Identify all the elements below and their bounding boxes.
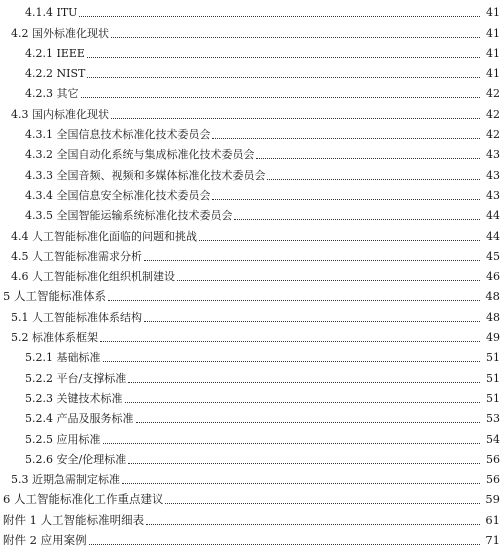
toc-entry-page-number: 51: [486, 391, 500, 405]
toc-dot-leader: [128, 463, 480, 464]
toc-entry-page-number: 43: [486, 148, 500, 162]
toc-entry-page-number: 54: [486, 432, 500, 446]
toc-dot-leader: [87, 57, 480, 58]
toc-dot-leader: [212, 138, 480, 139]
toc-entry-label: 附件 1 人工智能标准明细表: [3, 512, 145, 527]
toc-entry-page-number: 46: [486, 270, 500, 284]
toc-dot-leader: [234, 219, 480, 220]
toc-entry-page-number: 42: [486, 87, 500, 101]
toc-entry-label: 4.2.3 其它: [25, 87, 79, 101]
toc-entry-label: 4.4 人工智能标准化面临的问题和挑战: [11, 229, 197, 243]
toc-dot-leader: [108, 300, 480, 301]
toc-entry[interactable]: [0, 449, 502, 469]
toc-dot-leader: [79, 16, 480, 17]
toc-dot-leader: [136, 422, 481, 423]
toc-entry-page-number: 44: [486, 209, 500, 223]
toc-dot-leader: [146, 524, 480, 525]
toc-dot-leader: [111, 37, 480, 38]
toc-dot-leader: [103, 443, 481, 444]
toc-entry[interactable]: [0, 43, 502, 63]
toc-entry[interactable]: [0, 266, 502, 286]
toc-entry[interactable]: [0, 83, 502, 103]
toc-entry[interactable]: [0, 347, 502, 367]
toc-dot-leader: [128, 382, 480, 383]
toc-entry-label: 5.2.2 平台/支撑标准: [25, 371, 127, 385]
toc-entry-page-number: 43: [486, 168, 500, 182]
toc-dot-leader: [165, 503, 480, 504]
toc-entry[interactable]: [0, 388, 502, 408]
toc-entry[interactable]: [0, 306, 502, 326]
toc-entry-label: 6 人工智能标准化工作重点建议: [3, 492, 164, 507]
toc-entry[interactable]: [0, 327, 502, 347]
toc-entry-label: 附件 2 应用案例: [3, 533, 87, 548]
toc-entry-page-number: 49: [486, 331, 500, 345]
toc-entry[interactable]: [0, 530, 502, 550]
toc-entry-page-number: 56: [486, 473, 500, 487]
toc-entry-page-number: 41: [486, 46, 500, 60]
toc-entry-page-number: 44: [486, 229, 500, 243]
toc-entry-label: 4.5 人工智能标准需求分析: [11, 249, 142, 263]
toc-entry[interactable]: [0, 103, 502, 123]
toc-dot-leader: [212, 199, 480, 200]
toc-entry-page-number: 48: [485, 289, 500, 304]
toc-entry-page-number: 51: [486, 371, 500, 385]
toc-dot-leader: [111, 118, 480, 119]
toc-entry-label: 4.2.1 IEEE: [25, 46, 85, 60]
toc-entry[interactable]: [0, 205, 502, 225]
toc-entry-label: 5.3 近期急需制定标准: [11, 473, 120, 487]
toc-dot-leader: [87, 77, 480, 78]
toc-entry-label: 5 人工智能标准体系: [3, 289, 106, 304]
toc-entry[interactable]: [0, 246, 502, 266]
toc-dot-leader: [103, 361, 481, 362]
toc-entry[interactable]: [0, 63, 502, 83]
toc-dot-leader: [144, 321, 480, 322]
toc-entry-page-number: 41: [486, 26, 500, 40]
toc-entry[interactable]: [0, 185, 502, 205]
toc-entry-page-number: 42: [486, 128, 500, 142]
toc-entry-page-number: 61: [485, 512, 500, 527]
toc-entry-page-number: 42: [486, 107, 500, 121]
toc-entry-page-number: 71: [485, 533, 500, 548]
toc-entry[interactable]: [0, 22, 502, 42]
toc-entry-label: 4.3.1 全国信息技术标准化技术委员会: [25, 128, 211, 142]
toc-entry-page-number: 41: [486, 6, 500, 20]
toc-entry-label: 5.2.1 基础标准: [25, 351, 101, 365]
toc-entry-page-number: 48: [486, 310, 500, 324]
toc-entry[interactable]: [0, 286, 502, 306]
toc-entry-label: 5.2.5 应用标准: [25, 432, 101, 446]
toc-entry-label: 5.1 人工智能标准体系结构: [11, 310, 142, 324]
toc-entry-label: 4.1.4 ITU: [25, 6, 78, 20]
toc-dot-leader: [177, 280, 480, 281]
toc-dot-leader: [267, 179, 480, 180]
toc-entry[interactable]: [0, 164, 502, 184]
toc-entry-label: 4.2 国外标准化现状: [11, 26, 109, 40]
toc-entry[interactable]: [0, 225, 502, 245]
toc-dot-leader: [125, 402, 481, 403]
toc-entry[interactable]: [0, 428, 502, 448]
toc-entry-page-number: 51: [486, 351, 500, 365]
toc-entry-label: 4.2.2 NIST: [25, 67, 86, 81]
toc-dot-leader: [144, 260, 480, 261]
toc-entry-label: 4.3.4 全国信息安全标准化技术委员会: [25, 188, 211, 202]
toc-entry[interactable]: [0, 408, 502, 428]
toc-dot-leader: [100, 341, 480, 342]
toc-entry[interactable]: [0, 367, 502, 387]
toc-dot-leader: [256, 158, 480, 159]
toc-entry-page-number: 53: [486, 412, 500, 426]
toc-entry-page-number: 43: [486, 188, 500, 202]
toc-entry-label: 4.3.5 全国智能运输系统标准化技术委员会: [25, 209, 233, 223]
toc-entry-label: 5.2 标准体系框架: [11, 331, 98, 345]
toc-dot-leader: [122, 483, 480, 484]
toc-entry-page-number: 59: [485, 492, 500, 507]
toc-entry-label: 4.6 人工智能标准化组织机制建设: [11, 270, 175, 284]
toc-dot-leader: [81, 97, 481, 98]
toc-entry-label: 5.2.6 安全/伦理标准: [25, 452, 127, 466]
toc-dot-leader: [89, 544, 480, 545]
table-of-contents: [0, 2, 502, 550]
toc-entry-label: 5.2.4 产品及服务标准: [25, 412, 134, 426]
toc-entry-label: 4.3.2 全国自动化系统与集成标准化技术委员会: [25, 148, 255, 162]
toc-entry-page-number: 41: [486, 67, 500, 81]
toc-entry-page-number: 56: [486, 452, 500, 466]
toc-entry[interactable]: [0, 124, 502, 144]
toc-entry[interactable]: [0, 509, 502, 529]
toc-entry-label: 4.3 国内标准化现状: [11, 107, 109, 121]
toc-entry[interactable]: [0, 144, 502, 164]
toc-entry-label: 4.3.3 全国音频、视频和多媒体标准化技术委员会: [25, 168, 266, 182]
toc-entry[interactable]: [0, 2, 502, 22]
toc-entry-page-number: 45: [486, 249, 500, 263]
toc-entry[interactable]: [0, 469, 502, 489]
toc-dot-leader: [199, 240, 480, 241]
toc-entry[interactable]: [0, 489, 502, 509]
toc-entry-label: 5.2.3 关键技术标准: [25, 391, 123, 405]
